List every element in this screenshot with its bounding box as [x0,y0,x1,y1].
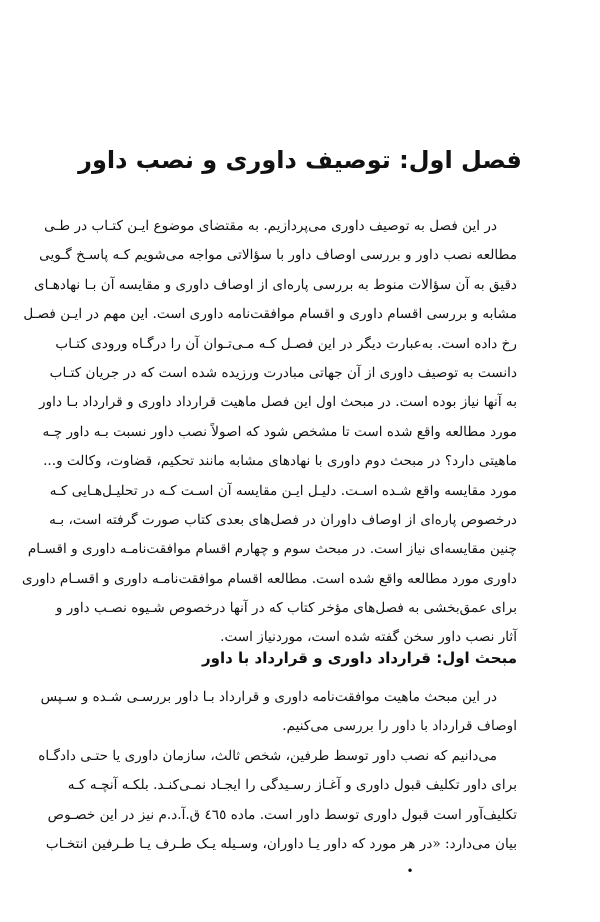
section-paragraph [38,683,517,859]
text-line: برای داور تکلیف قبول داوری و آغـاز رسـیدگی را ایجـاد نمـی‌کنـد. بلکـه آنچـه کـه [67,777,517,794]
text-line: در این مبحث ماهیت موافقت‌نامه داوری و قرارداد بـا داور بررسـی شـده و سـپس [40,689,497,705]
text-line: برای عمق‌بخشی به فصل‌های مؤخر کتاب که در آنها درخصوص شـیوه نصـب داور و [55,600,517,617]
text-line: آثار نصب داور سخن گفته شده است، موردنیاز است. [220,629,517,646]
text-line: تکلیف‌آور است قبول داوری توسط داور است. ماده ٤٦٥ ق.آ.د.م نیز در این خصـوص [47,806,517,823]
text-line: مطالعه نصب داور و بررسی اوصاف داور با سؤالاتی مواجه می‌شویم کـه پاسـخ گـویی [39,247,517,264]
text-line: ماهیتی دارد؟ در مبحث دوم داوری با نهادهای مشابه مانند تحکیم، قضاوت، وکالت و... [43,453,517,470]
text-line: داوری مورد مطالعه واقع شده است. مطالعه اقسام موافقت‌نامـه داوری و اقسـام داوری [21,570,517,587]
text-line: به آنها نیاز بوده است. در مبحث اول این فصل ماهیت قرارداد داوری و قرارداد بـا داور [39,394,517,411]
text-line: مشابه و بررسی اقسام داوری و اقسام موافقت‌نامه داوری است. این مهم در ایـن فصـل [23,306,517,323]
intro-paragraph [21,212,517,653]
chapter-title: فصل اول: توصیف داوری و نصب داور [78,146,522,174]
text-line: دانست به توصیف داوری از آن جهاتی مبادرت ورزیده شده است که در جریان کتـاب [49,364,517,381]
text-line: دقیق به آن سؤالات منوط به بررسی پاره‌ای از اوصاف داوری و مقایسه آن بـا نهادهـای [34,276,517,293]
text-line: می‌دانیم که نصب داور توسط طرفین، شخص ثالث، سازمان داوری یا حتـی دادگـاه [38,747,497,764]
text-line: چنین مقایسه‌ای نیاز است. در مبحث سوم و چهارم اقسام موافقت‌نامـه داوری و اقسـام [27,541,517,558]
text-line: درخصوص پاره‌ای از اوصاف داوران در فصل‌های بعدی کتاب صورت گرفته است، بـه [49,511,517,528]
text-line: مورد مطالعه واقع شده است تا مشخص شود که اصولاً نصب داور نسبت بـه داور چـه [42,423,517,440]
page-dot-mark: • [406,864,414,878]
text-line: در این فصل به توصیف داوری می‌پردازیم. به مقتضای موضوع ایـن کتـاب در طـی [44,218,497,234]
text-line: مورد مقایسه واقع شـده اسـت. دلیـل ایـن مقایسه آن اسـت کـه در تحلیـل‌هـایی کـه [49,482,517,499]
text-line: رخ داده است. به‌عبارت دیگر در این فصـل کـه مـی‌تـوان آن را درگـاه ورودی کتـاب [55,335,517,352]
text-line: اوصاف قرارداد با داور را بررسی می‌کنیم. [282,718,517,735]
section-heading: مبحث اول: قرارداد داوری و قرارداد با داور [202,649,517,667]
text-line: بیان می‌دارد: «در هر مورد که داور یـا داوران، وسـیله یـک طـرف یـا طـرفین انتخـاب [45,835,517,852]
